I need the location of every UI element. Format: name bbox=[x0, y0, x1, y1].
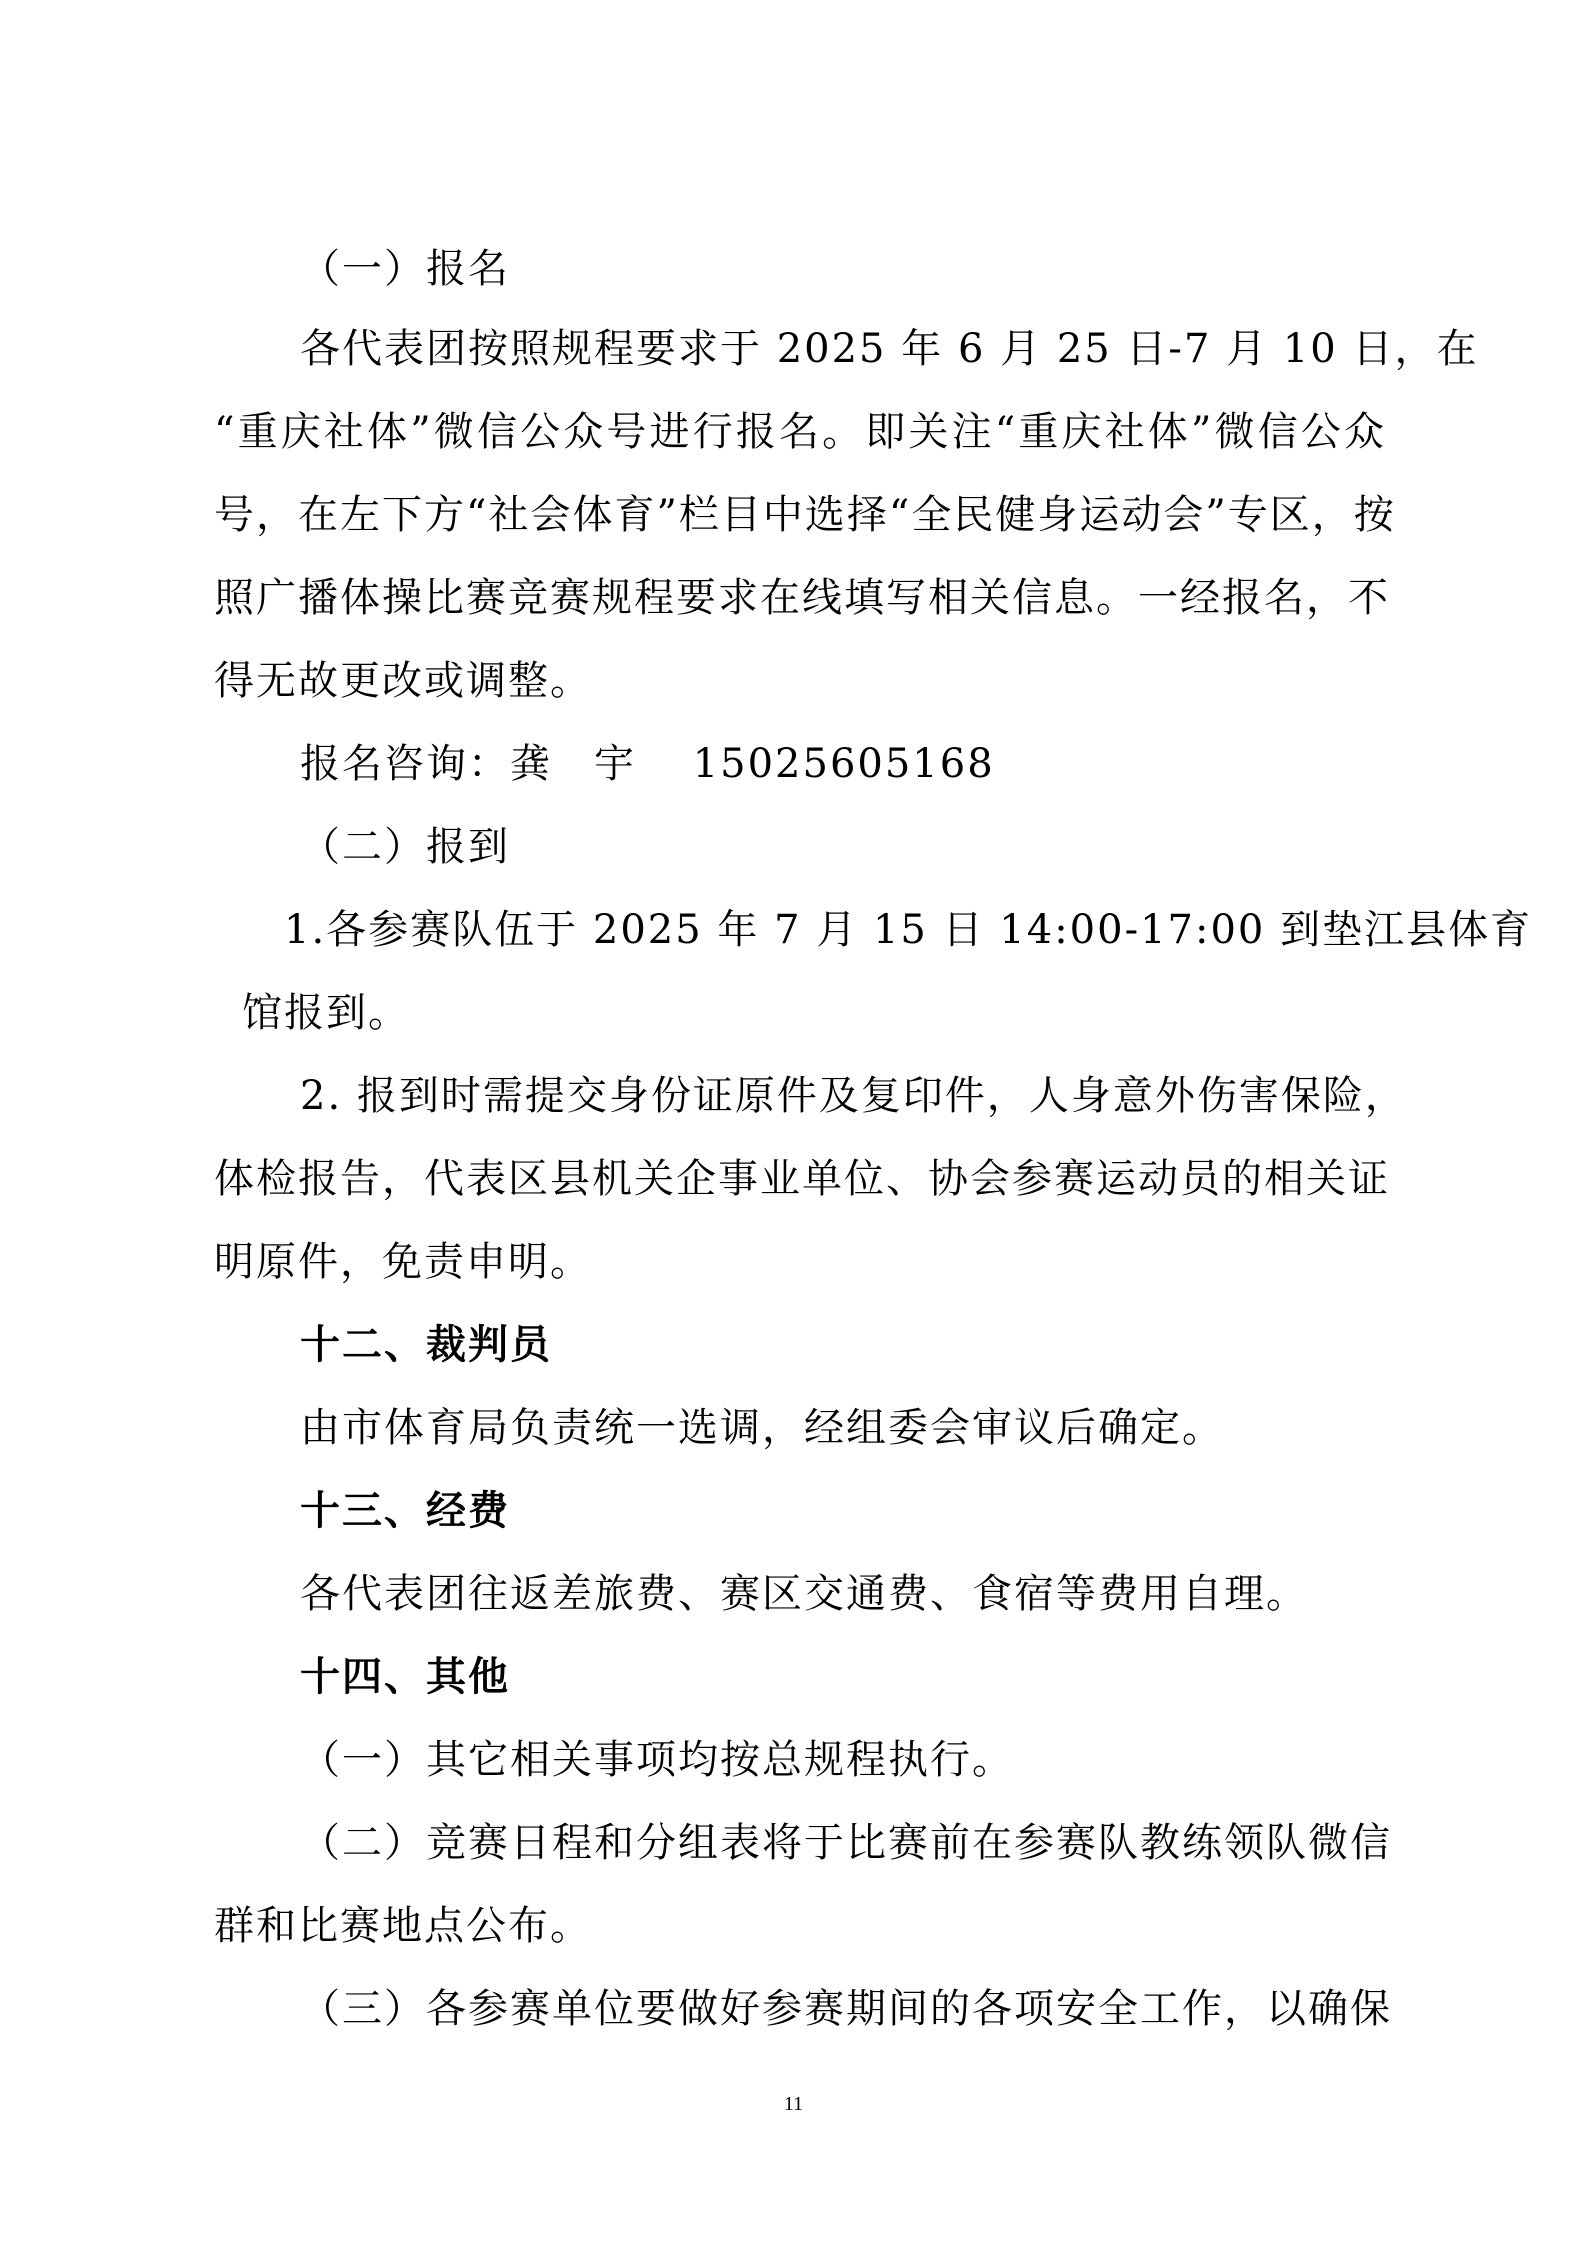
subsection-heading-checkin: （二）报到 bbox=[300, 824, 510, 870]
section-heading-referees: 十二、裁判员 bbox=[300, 1322, 552, 1368]
paragraph-line-text: 各代表团按照规程要求于 2025 年 6 月 25 日-7 月 10 日，在 bbox=[300, 326, 1479, 372]
paragraph-line-last: 由市体育局负责统一选调，经组委会审议后确定。 bbox=[300, 1405, 1224, 1451]
paragraph-line bbox=[214, 574, 1390, 622]
paragraph-line-text: 体检报告，代表区县机关企事业单位、协会参赛运动员的相关证 bbox=[214, 1156, 1390, 1202]
paragraph-line-last: （一）其它相关事项均按总规程执行。 bbox=[300, 1737, 1014, 1783]
paragraph-line bbox=[300, 1819, 1392, 1867]
paragraph-line-last: 馆报到。 bbox=[242, 990, 410, 1036]
paragraph-line-text: 照广播体操比赛竞赛规程要求在线填写相关信息。一经报名，不 bbox=[214, 575, 1390, 621]
paragraph-line-text: 1.各参赛队伍于 2025 年 7 月 15 日 14:00-17:00 到垫江县体育 bbox=[284, 907, 1533, 953]
registration-consult-contact: 报名咨询：龚 宇 15025605168 bbox=[300, 741, 995, 787]
section-heading-other: 十四、其他 bbox=[300, 1654, 510, 1700]
section-heading-expenses: 十三、经费 bbox=[300, 1488, 510, 1534]
paragraph-line bbox=[214, 408, 1386, 456]
paragraph-line-last: 明原件，免责申明。 bbox=[214, 1239, 592, 1285]
paragraph-line-last: 得无故更改或调整。 bbox=[214, 658, 592, 704]
paragraph-line bbox=[284, 906, 1533, 954]
paragraph-line-last: 各代表团往返差旅费、赛区交通费、食宿等费用自理。 bbox=[300, 1571, 1308, 1617]
paragraph-line-text: 号，在左下方“社会体育”栏目中选择“全民健身运动会”专区，按 bbox=[214, 492, 1396, 538]
page-number: 11 bbox=[783, 2093, 804, 2115]
paragraph-line-last: 群和比赛地点公布。 bbox=[214, 1903, 592, 1949]
paragraph-line bbox=[300, 325, 1479, 373]
paragraph-line-text: （三）各参赛单位要做好参赛期间的各项安全工作，以确保 bbox=[300, 1986, 1392, 2032]
paragraph-line bbox=[214, 491, 1396, 539]
paragraph-line bbox=[300, 1985, 1392, 2033]
paragraph-line bbox=[300, 1072, 1407, 1120]
paragraph-line bbox=[214, 1155, 1390, 1203]
paragraph-line-text: “重庆社体”微信公众号进行报名。即关注“重庆社体”微信公众 bbox=[214, 409, 1386, 455]
paragraph-line-text: （二）竞赛日程和分组表将于比赛前在参赛队教练领队微信 bbox=[300, 1820, 1392, 1866]
subsection-heading-registration: （一）报名 bbox=[300, 246, 510, 292]
paragraph-line-text: 2. 报到时需提交身份证原件及复印件，人身意外伤害保险， bbox=[300, 1073, 1407, 1119]
